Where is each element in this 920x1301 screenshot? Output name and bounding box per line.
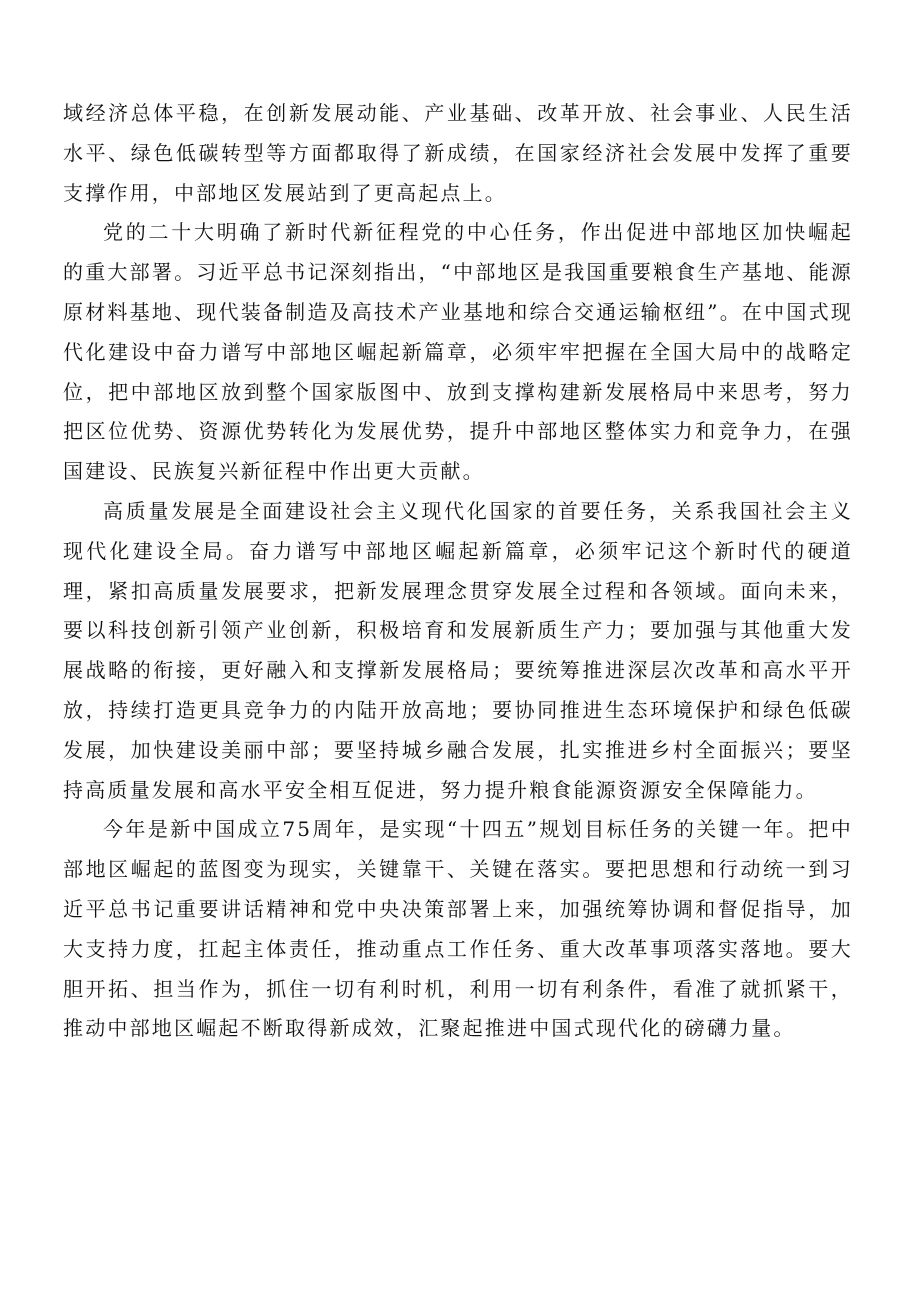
document-body: [63, 94, 853, 1049]
paragraph-1: 域经济总体平稳，在创新发展动能、产业基础、改革开放、社会事业、人民生活水平、绿色低碳转型等方面都取得了新成绩，在国家经济社会发展中发挥了重要支撑作用，中部地区发展站到了更高起点上。: [63, 101, 853, 205]
paragraph-4: 今年是新中国成立75周年，是实现“十四五”规划目标任务的关键一年。把中部地区崛起的蓝图变为现实，关键靠干、关键在落实。要把思想和行动统一到习近平总书记重要讲话精神和党中央决策部署上来，加强统筹协调和督促指导，加大支持力度，扛起主体责任，推动重点工作任务、重大改革事项落实落地。要大胆开拓、担当作为，抓住一切有利时机，利用一切有利条件，看准了就抓紧干，推动中部地区崛起不断取得新成效，汇聚起推进中国式现代化的磅礴力量。: [63, 817, 853, 1041]
paragraph-2: 党的二十大明确了新时代新征程党的中心任务，作出促进中部地区加快崛起的重大部署。习近平总书记深刻指出，“中部地区是我国重要粮食生产基地、能源原材料基地、现代装备制造及高技术产业基地和综合交通运输枢纽”。在中国式现代化建设中奋力谱写中部地区崛起新篇章，必须牢牢把握在全国大局中的战略定位，把中部地区放到整个国家版图中、放到支撑构建新发展格局中来思考，努力把区位优势、资源优势转化为发展优势，提升中部地区整体实力和竞争力，在强国建设、民族复兴新征程中作出更大贡献。: [63, 220, 853, 484]
paragraph-3: 高质量发展是全面建设社会主义现代化国家的首要任务，关系我国社会主义现代化建设全局。奋力谱写中部地区崛起新篇章，必须牢记这个新时代的硬道理，紧扣高质量发展要求，把新发展理念贯穿发展全过程和各领域。面向未来，要以科技创新引领产业创新，积极培育和发展新质生产力；要加强与其他重大发展战略的衔接，更好融入和支撑新发展格局；要统筹推进深层次改革和高水平开放，持续打造更具竞争力的内陆开放高地；要协同推进生态环境保护和绿色低碳发展，加快建设美丽中部；要坚持城乡融合发展，扎实推进乡村全面振兴；要坚持高质量发展和高水平安全相互促进，努力提升粮食能源资源安全保障能力。: [63, 498, 853, 802]
